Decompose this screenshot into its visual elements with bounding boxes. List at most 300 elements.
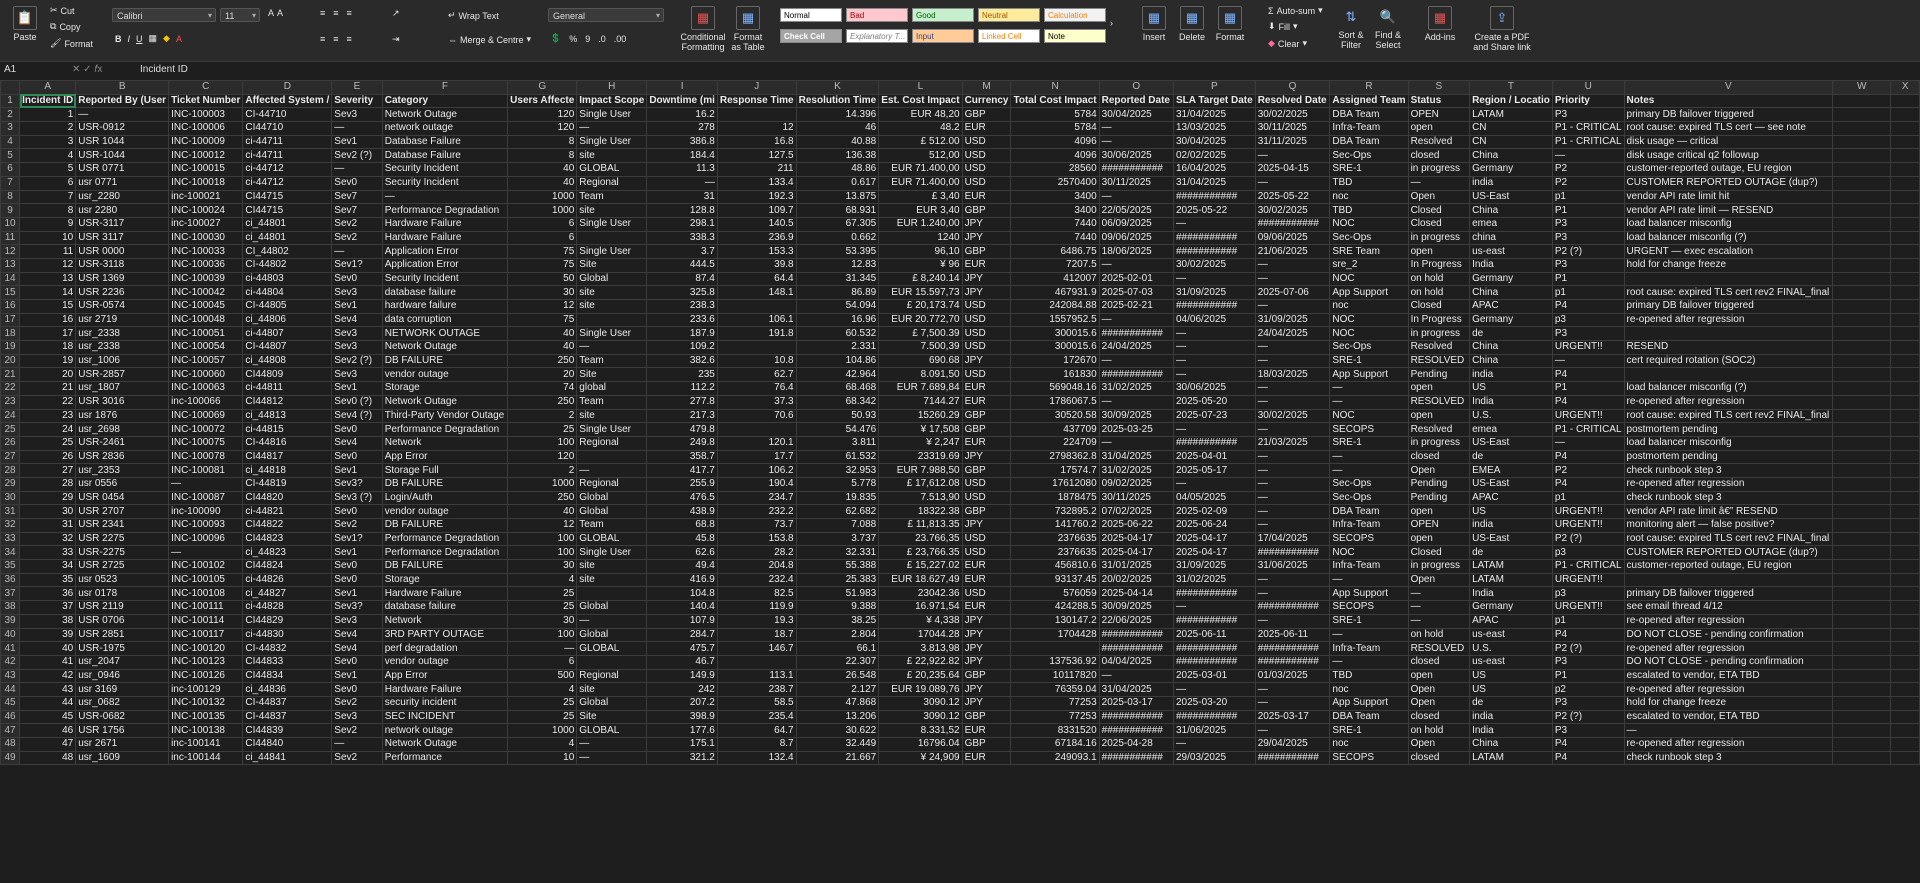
cell[interactable]: GBP	[962, 710, 1011, 724]
cell[interactable]: 75	[508, 258, 577, 272]
styles-more-button[interactable]	[1110, 18, 1113, 28]
cell[interactable]: Sev7	[332, 204, 382, 218]
cell[interactable]: CI-44837	[243, 696, 332, 710]
cell[interactable]: EUR	[962, 122, 1011, 136]
cell[interactable]: perf degradation	[382, 642, 507, 656]
cell[interactable]: —	[1174, 423, 1256, 437]
cell[interactable]: 32.953	[796, 464, 879, 478]
cell[interactable]: —	[332, 245, 382, 259]
cell[interactable]: NOC	[1330, 409, 1408, 423]
cell[interactable]: INC-100063	[169, 382, 243, 396]
row-header[interactable]: 21	[1, 368, 20, 382]
cell[interactable]: US-East	[1470, 190, 1553, 204]
cell[interactable]: india	[1470, 519, 1553, 533]
align-left-icon[interactable]: ≡	[320, 34, 326, 44]
cell[interactable]: ###########	[1099, 368, 1173, 382]
cell[interactable]: 77253	[1011, 710, 1099, 724]
cell[interactable]: 479.8	[647, 423, 718, 437]
cell[interactable]: INC-100075	[169, 436, 243, 450]
cell[interactable]: INC-100096	[169, 532, 243, 546]
cell[interactable]	[1891, 464, 1920, 478]
cell[interactable]	[1891, 190, 1920, 204]
cell[interactable]: inc-100129	[169, 683, 243, 697]
cell[interactable]	[1833, 245, 1891, 259]
cell[interactable]: inc-100090	[169, 505, 243, 519]
cell[interactable]: Infra-Team	[1330, 560, 1408, 574]
cell[interactable]: DB FAILURE	[382, 477, 507, 491]
cell[interactable]	[1833, 368, 1891, 382]
cell[interactable]: 46.7	[647, 655, 718, 669]
cell[interactable]: P1 - CRITICAL	[1552, 560, 1624, 574]
cell[interactable]: usr 0556	[76, 477, 169, 491]
cell[interactable]: 3090.12	[879, 696, 962, 710]
cell[interactable]: £ 3,40	[879, 190, 962, 204]
cell[interactable]: 1704428	[1011, 628, 1099, 642]
cell[interactable]	[1891, 724, 1920, 738]
font-family-select[interactable]: Calibri ▾	[112, 8, 216, 22]
cell[interactable]: CI44809	[243, 368, 332, 382]
cell[interactable]: Sev1	[332, 669, 382, 683]
cell[interactable]: INC-100078	[169, 450, 243, 464]
cell[interactable]	[1891, 683, 1920, 697]
cell[interactable]: USR-0574	[76, 300, 169, 314]
cell[interactable]: Sec-Ops	[1330, 149, 1408, 163]
column-header[interactable]: R	[1330, 81, 1408, 95]
cell[interactable]: 17044.28	[879, 628, 962, 642]
cell[interactable]: 100	[508, 546, 577, 560]
cell[interactable]: p1	[1552, 286, 1624, 300]
cell[interactable]: P3	[1552, 217, 1624, 231]
cell[interactable]: vendor outage	[382, 655, 507, 669]
cell[interactable]: 8	[508, 135, 577, 149]
cell[interactable]: p2	[1552, 683, 1624, 697]
column-header[interactable]: P	[1174, 81, 1256, 95]
cell[interactable]: 18.7	[717, 628, 796, 642]
cell[interactable]: 249093.1	[1011, 751, 1099, 765]
cell[interactable]: Assigned Team	[1330, 94, 1408, 108]
cell[interactable]: 50.93	[796, 409, 879, 423]
cell[interactable]: Downtime (mi	[647, 94, 718, 108]
cell[interactable]: Reported Date	[1099, 94, 1173, 108]
cell[interactable]: 2025-03-25	[1099, 423, 1173, 437]
cell[interactable]: USD	[962, 491, 1011, 505]
clear-button[interactable]: ◆ Clear ▾	[1268, 38, 1307, 49]
row-header[interactable]: 40	[1, 628, 20, 642]
cell[interactable]: 438.9	[647, 505, 718, 519]
cell[interactable]: US	[1470, 683, 1553, 697]
cell[interactable]: usr_1807	[76, 382, 169, 396]
cell[interactable]: inc-100144	[169, 751, 243, 765]
cell[interactable]: 16.96	[796, 313, 879, 327]
cell[interactable]: 175.1	[647, 738, 718, 752]
cell[interactable]: DBA Team	[1330, 135, 1408, 149]
cell[interactable]: USR 2236	[76, 286, 169, 300]
row-header[interactable]: 34	[1, 546, 20, 560]
cell[interactable]: 4	[20, 149, 76, 163]
cell[interactable]: INC-100111	[169, 601, 243, 615]
cell[interactable]: 9.388	[796, 601, 879, 615]
cell[interactable]	[1891, 286, 1920, 300]
cell[interactable]: ci_44827	[243, 587, 332, 601]
cell[interactable]: App Support	[1330, 696, 1408, 710]
row-header[interactable]: 6	[1, 163, 20, 177]
fx-icon[interactable]: ✕ ✓ 𝑓x	[72, 64, 103, 75]
cell[interactable]: 386.8	[647, 135, 718, 149]
cell[interactable]: Pending	[1408, 491, 1470, 505]
cell[interactable]: INC-100018	[169, 176, 243, 190]
cell[interactable]: 07/02/2025	[1099, 505, 1173, 519]
cell[interactable]: 232.4	[717, 573, 796, 587]
cell[interactable]	[1891, 149, 1920, 163]
cell[interactable]: USR 3117	[76, 231, 169, 245]
cell[interactable]: site	[577, 683, 647, 697]
cell[interactable]: ci_44808	[243, 354, 332, 368]
cell[interactable]: Pending	[1408, 368, 1470, 382]
cell[interactable]: 55.388	[796, 560, 879, 574]
row-header[interactable]: 17	[1, 313, 20, 327]
cell[interactable]: Sev3	[332, 286, 382, 300]
row-header[interactable]: 23	[1, 395, 20, 409]
accounting-icon[interactable]: 💲	[550, 33, 562, 43]
cell[interactable]: Regional	[577, 669, 647, 683]
cell[interactable]: Sev4	[332, 436, 382, 450]
cell[interactable]: 45.8	[647, 532, 718, 546]
column-header[interactable]: V	[1624, 81, 1833, 95]
cell[interactable]: 250	[508, 395, 577, 409]
cell[interactable]: 4096	[1011, 135, 1099, 149]
cell[interactable]: Sev1	[332, 300, 382, 314]
cell[interactable]: sre_2	[1330, 258, 1408, 272]
cell[interactable]: 2.331	[796, 341, 879, 355]
cell[interactable]: 30/11/2025	[1099, 491, 1173, 505]
cell[interactable]: CI44834	[243, 669, 332, 683]
cell[interactable]: 2025-03-20	[1174, 696, 1256, 710]
cell[interactable]: 416.9	[647, 573, 718, 587]
cell[interactable]: 120	[508, 108, 577, 122]
cell[interactable]: Resolved	[1408, 423, 1470, 437]
cell[interactable]: 2376635	[1011, 532, 1099, 546]
cell[interactable]: JPY	[962, 642, 1011, 656]
cell[interactable]: India	[1470, 395, 1553, 409]
cell[interactable]: 1557952.5	[1011, 313, 1099, 327]
cell[interactable]: 8331520	[1011, 724, 1099, 738]
cell[interactable]: INC-100072	[169, 423, 243, 437]
cell[interactable]: 31/09/2025	[1174, 560, 1256, 574]
cell[interactable]: INC-100057	[169, 354, 243, 368]
cell[interactable]: 10.8	[717, 354, 796, 368]
cell[interactable]: APAC	[1470, 614, 1553, 628]
cell[interactable]	[1891, 491, 1920, 505]
cell[interactable]: 232.2	[717, 505, 796, 519]
cell[interactable]: 0.662	[796, 231, 879, 245]
cell[interactable]: 24	[20, 423, 76, 437]
cell[interactable]: 31/04/2025	[1099, 450, 1173, 464]
cell[interactable]: 412007	[1011, 272, 1099, 286]
cell[interactable]: 02/02/2025	[1174, 149, 1256, 163]
cell[interactable]: 2	[508, 464, 577, 478]
cell[interactable]: 25	[508, 587, 577, 601]
cell[interactable]: usr 3169	[76, 683, 169, 697]
cell[interactable]: 2.804	[796, 628, 879, 642]
column-header[interactable]: Q	[1255, 81, 1330, 95]
cell[interactable]: root cause: expired TLS cert rev2 FINAL_final	[1624, 532, 1833, 546]
row-header[interactable]: 42	[1, 655, 20, 669]
cell[interactable]: —	[1255, 724, 1330, 738]
cell[interactable]: £ 11,813.35	[879, 519, 962, 533]
cell[interactable]: ###########	[1255, 642, 1330, 656]
cell[interactable]	[1833, 204, 1891, 218]
cell[interactable]: 30	[508, 560, 577, 574]
cell[interactable]: USR-0682	[76, 710, 169, 724]
cell[interactable]	[1891, 614, 1920, 628]
cell[interactable]: 2025-03-17	[1255, 710, 1330, 724]
cell[interactable]: GLOBAL	[577, 163, 647, 177]
cell[interactable]: Database Failure	[382, 135, 507, 149]
cell[interactable]	[1833, 436, 1891, 450]
cell[interactable]: —	[1552, 436, 1624, 450]
row-header[interactable]: 44	[1, 683, 20, 697]
cell[interactable]	[1833, 628, 1891, 642]
cell[interactable]: closed	[1408, 710, 1470, 724]
cell[interactable]: Status	[1408, 94, 1470, 108]
cell[interactable]: P2	[1552, 464, 1624, 478]
format-as-table-button[interactable]: ▦ Format as Table	[728, 6, 768, 52]
cell[interactable]: ###########	[1174, 655, 1256, 669]
cell[interactable]: 2025-06-11	[1174, 628, 1256, 642]
cell[interactable]: ¥ 24,909	[879, 751, 962, 765]
cell[interactable]: ###########	[1099, 751, 1173, 765]
cell[interactable]: 17	[20, 327, 76, 341]
cell[interactable]: Sev2 (?)	[332, 354, 382, 368]
cell[interactable]: 217.3	[647, 409, 718, 423]
bold-icon[interactable]: B	[115, 33, 122, 44]
cell[interactable]: Network Outage	[382, 738, 507, 752]
cell[interactable]: 109.2	[647, 341, 718, 355]
cell[interactable]: 32.331	[796, 546, 879, 560]
cell[interactable]: DBA Team	[1330, 505, 1408, 519]
cell[interactable]: Application Error	[382, 245, 507, 259]
cell[interactable]: disk usage critical q2 followup	[1624, 149, 1833, 163]
cell[interactable]: 437709	[1011, 423, 1099, 437]
cell[interactable]: de	[1470, 696, 1553, 710]
row-header[interactable]: 30	[1, 491, 20, 505]
cell[interactable]: INC-100015	[169, 163, 243, 177]
cell[interactable]	[1833, 149, 1891, 163]
cell[interactable]: 1240	[879, 231, 962, 245]
cell[interactable]: Closed	[1408, 300, 1470, 314]
cell[interactable]: usr_2338	[76, 327, 169, 341]
cell[interactable]: TBD	[1330, 669, 1408, 683]
cell[interactable]: JPY	[962, 519, 1011, 533]
cell[interactable]: EUR	[962, 258, 1011, 272]
cell[interactable]: check runbook step 3	[1624, 464, 1833, 478]
cell[interactable]: 2025-04-01	[1174, 450, 1256, 464]
cell[interactable]	[717, 655, 796, 669]
cell[interactable]: Sev4	[332, 628, 382, 642]
cell[interactable]	[577, 450, 647, 464]
row-header[interactable]: 1	[1, 94, 20, 108]
cell[interactable]: —	[1099, 669, 1173, 683]
cell[interactable]: 48.86	[796, 163, 879, 177]
cell[interactable]: Team	[577, 354, 647, 368]
row-header[interactable]: 46	[1, 710, 20, 724]
cell[interactable]: EUR	[962, 382, 1011, 396]
cell[interactable]: 238.3	[647, 300, 718, 314]
cell[interactable]: usr 2280	[76, 204, 169, 218]
cell[interactable]: re-opened after regression	[1624, 313, 1833, 327]
cell[interactable]: Sev4 (?)	[332, 409, 382, 423]
cell[interactable]: emea	[1470, 423, 1553, 437]
cell[interactable]: 1	[20, 108, 76, 122]
cell[interactable]: 30/02/2025	[1255, 204, 1330, 218]
cell[interactable]: 2025-04-15	[1255, 163, 1330, 177]
cell[interactable]: INC-100054	[169, 341, 243, 355]
cell[interactable]: Sev0	[332, 272, 382, 286]
cell[interactable]: RESOLVED	[1408, 354, 1470, 368]
cell[interactable]: 68.8	[647, 519, 718, 533]
cell[interactable]: P2 (?)	[1552, 245, 1624, 259]
cell[interactable]: CI44840	[243, 738, 332, 752]
cell[interactable]: P3	[1552, 327, 1624, 341]
cell[interactable]: 30	[508, 614, 577, 628]
cell[interactable]: 153.3	[717, 245, 796, 259]
cell[interactable]	[1833, 341, 1891, 355]
cell[interactable]: 3400	[1011, 190, 1099, 204]
cell[interactable]: GBP	[962, 505, 1011, 519]
row-header[interactable]: 16	[1, 300, 20, 314]
cell[interactable]: 43	[20, 683, 76, 697]
cell[interactable]: 5784	[1011, 122, 1099, 136]
cell[interactable]: p1	[1552, 614, 1624, 628]
cell[interactable]: ###########	[1255, 751, 1330, 765]
cell[interactable]	[1833, 354, 1891, 368]
cell[interactable]: CI44817	[243, 450, 332, 464]
spreadsheet-grid[interactable]	[0, 80, 1920, 765]
cell[interactable]: ci-44807	[243, 327, 332, 341]
cell[interactable]: site	[577, 300, 647, 314]
cell[interactable]: ci_44818	[243, 464, 332, 478]
cell[interactable]: —	[1408, 587, 1470, 601]
cell[interactable]: 41	[20, 655, 76, 669]
cell[interactable]: 25	[508, 696, 577, 710]
cell[interactable]: Network	[382, 436, 507, 450]
cell[interactable]: hold for change freeze	[1624, 696, 1833, 710]
cell[interactable]: —	[1099, 135, 1173, 149]
cell[interactable]: USR 0454	[76, 491, 169, 505]
cell[interactable]: P1	[1552, 382, 1624, 396]
row-header[interactable]: 20	[1, 354, 20, 368]
cell[interactable]: SRE Team	[1330, 245, 1408, 259]
cell[interactable]: Team	[577, 519, 647, 533]
cell[interactable]: 39.8	[717, 258, 796, 272]
cell[interactable]: in progress	[1408, 327, 1470, 341]
cell[interactable]: Affected System /	[243, 94, 332, 108]
cell[interactable]	[1891, 751, 1920, 765]
cell[interactable]: USR 2851	[76, 628, 169, 642]
format-painter-button[interactable]: 🖌 Format	[50, 38, 93, 49]
cell[interactable]: RESOLVED	[1408, 395, 1470, 409]
cell[interactable]: P4	[1552, 628, 1624, 642]
cell[interactable]: 3.7	[647, 245, 718, 259]
cell[interactable]: JPY	[962, 450, 1011, 464]
cell[interactable]: vendor API rate limit hit	[1624, 190, 1833, 204]
cell[interactable]: 500	[508, 669, 577, 683]
cell[interactable]: 2025-07-23	[1174, 409, 1256, 423]
cell[interactable]: URGENT!!	[1552, 601, 1624, 615]
cell[interactable]	[1891, 94, 1920, 108]
cell[interactable]: App Error	[382, 669, 507, 683]
cell[interactable]: 7	[20, 190, 76, 204]
cell[interactable]: Global	[577, 628, 647, 642]
cell[interactable]: EUR 19.089,76	[879, 683, 962, 697]
cell[interactable]: 26	[20, 450, 76, 464]
cell[interactable]: on hold	[1408, 724, 1470, 738]
cell[interactable]: Security Incident	[382, 176, 507, 190]
cell[interactable]	[1833, 464, 1891, 478]
cell[interactable]: RESOLVED	[1408, 642, 1470, 656]
cell[interactable]: —	[1174, 327, 1256, 341]
cell[interactable]: us-east	[1470, 628, 1553, 642]
cell[interactable]: —	[1174, 354, 1256, 368]
cell[interactable]	[1011, 642, 1099, 656]
cell[interactable]: Sev0	[332, 560, 382, 574]
cell[interactable]: P1	[1552, 669, 1624, 683]
cell[interactable]	[1891, 163, 1920, 177]
row-header[interactable]: 5	[1, 149, 20, 163]
cell[interactable]: —	[1552, 149, 1624, 163]
cell[interactable]: —	[1255, 258, 1330, 272]
underline-icon[interactable]: U	[136, 33, 143, 44]
cell[interactable]: 17574.7	[1011, 464, 1099, 478]
cell[interactable]: 38	[20, 614, 76, 628]
cell[interactable]: Closed	[1408, 204, 1470, 218]
cell[interactable]: 28	[20, 477, 76, 491]
cell[interactable]: 2025-02-01	[1099, 272, 1173, 286]
cell[interactable]: EUR	[962, 751, 1011, 765]
cell[interactable]: ¥ 17,508	[879, 423, 962, 437]
cell[interactable]: URGENT!!	[1552, 505, 1624, 519]
cell[interactable]: —	[1174, 683, 1256, 697]
cell[interactable]: GLOBAL	[577, 532, 647, 546]
cell[interactable]: —	[1174, 217, 1256, 231]
cell[interactable]: 127.5	[717, 149, 796, 163]
cell[interactable]: Sev0	[332, 450, 382, 464]
row-header[interactable]: 15	[1, 286, 20, 300]
cell[interactable]: China	[1470, 354, 1553, 368]
cell[interactable]: Incident ID	[20, 94, 76, 108]
cell[interactable]: 2025-06-24	[1174, 519, 1256, 533]
cell[interactable]: 24/04/2025	[1099, 341, 1173, 355]
cell[interactable]: us-east	[1470, 245, 1553, 259]
cell[interactable]: 148.1	[717, 286, 796, 300]
row-header[interactable]: 3	[1, 122, 20, 136]
cell[interactable]: 107.9	[647, 614, 718, 628]
cell[interactable]: CI44822	[243, 519, 332, 533]
cell[interactable]: ci_44801	[243, 231, 332, 245]
cell[interactable]: ¥ 4,338	[879, 614, 962, 628]
cell[interactable]: 67184.16	[1011, 738, 1099, 752]
cell[interactable]: check runbook step 3	[1624, 751, 1833, 765]
cell[interactable]: escalated to vendor, ETA TBD	[1624, 669, 1833, 683]
cell[interactable]: 233.6	[647, 313, 718, 327]
cell[interactable]	[1891, 258, 1920, 272]
cell[interactable]: Notes	[1624, 94, 1833, 108]
cell[interactable]: US	[1470, 669, 1553, 683]
cell[interactable]: 18/06/2025	[1099, 245, 1173, 259]
cell[interactable]: load balancer misconfig (?)	[1624, 231, 1833, 245]
cell[interactable]: usr 1876	[76, 409, 169, 423]
cell[interactable]: 192.3	[717, 190, 796, 204]
